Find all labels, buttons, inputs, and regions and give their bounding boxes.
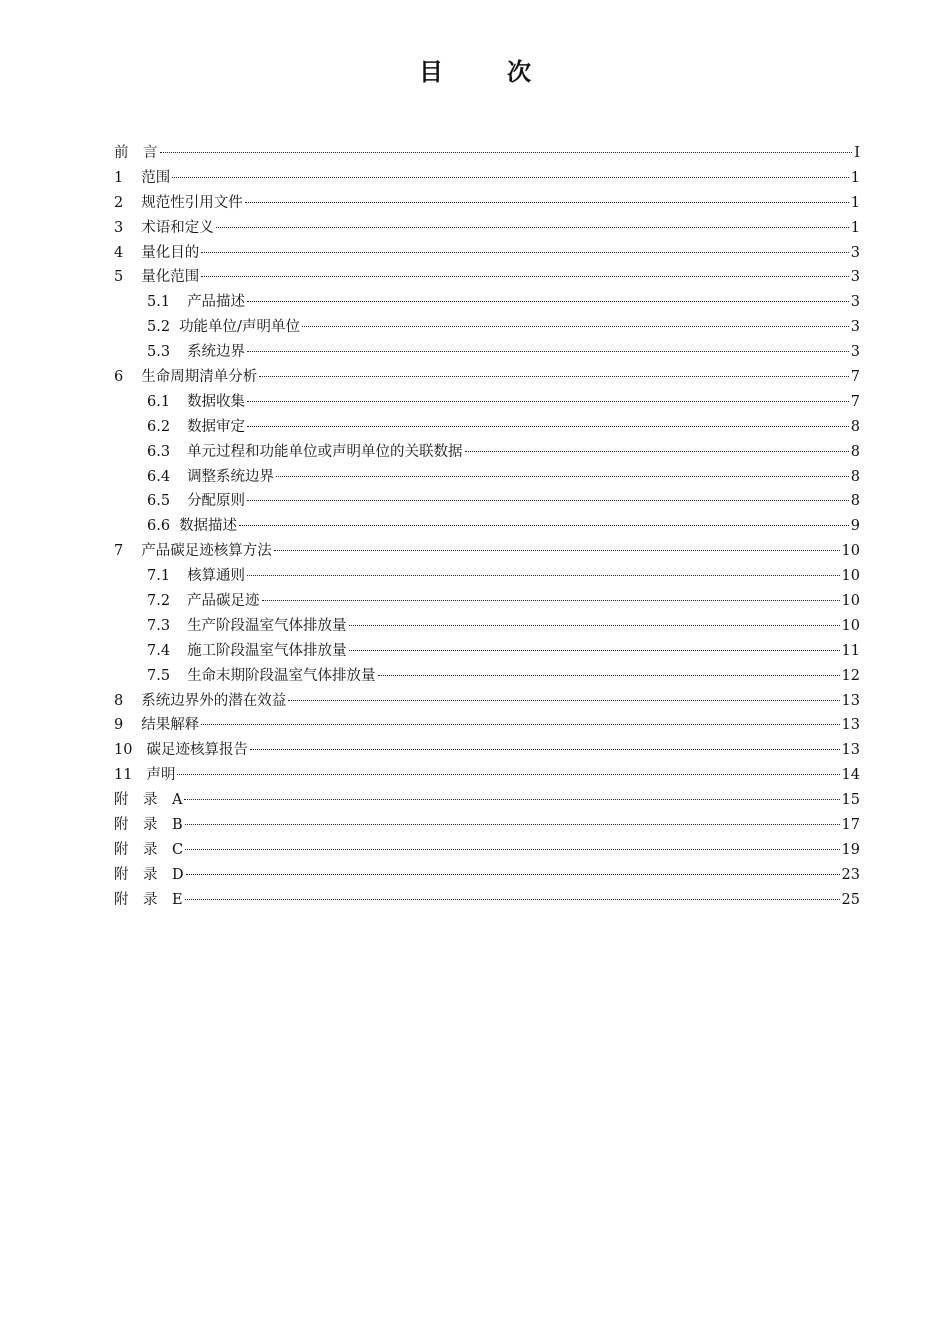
toc-entry-label: 生命周期清单分析 xyxy=(141,369,258,386)
toc-entry-number: 7.2 xyxy=(147,593,171,610)
toc-entry-label: 系统边界外的潜在效益 xyxy=(141,692,287,709)
dot-leader xyxy=(185,849,839,850)
dot-leader xyxy=(247,401,849,402)
toc-entry-number: 6.3 xyxy=(147,443,171,460)
toc-entry-page-number: 8 xyxy=(850,493,860,510)
toc-entry-number: 3 xyxy=(114,219,124,236)
toc-entry-page-number: 10 xyxy=(841,543,860,560)
toc-entry-page-number: 7 xyxy=(850,393,860,410)
toc-entry[interactable] xyxy=(114,415,860,440)
toc-entry-number: 8 xyxy=(114,692,124,709)
toc-entry[interactable] xyxy=(114,689,860,714)
toc-entry[interactable] xyxy=(114,589,860,614)
toc-entry-label: 单元过程和功能单位或声明单位的关联数据 xyxy=(187,443,463,460)
dot-leader xyxy=(465,451,849,452)
toc-entry-label: 数据审定 xyxy=(187,418,246,435)
dot-leader xyxy=(247,500,849,501)
toc-entry-page-number: 15 xyxy=(841,792,860,809)
toc-entry[interactable] xyxy=(114,614,860,639)
toc-entry-label: 附 录 C xyxy=(114,841,184,858)
table-of-contents xyxy=(114,141,860,913)
toc-entry-label: 分配原则 xyxy=(187,493,246,510)
toc-entry-label: 生命末期阶段温室气体排放量 xyxy=(187,667,376,684)
toc-entry-page-number: 13 xyxy=(841,692,860,709)
toc-entry-number: 7.5 xyxy=(147,667,171,684)
toc-entry[interactable] xyxy=(114,290,860,315)
toc-entry-page-number: 1 xyxy=(850,194,860,211)
toc-entry-page-number: I xyxy=(854,145,860,161)
toc-entry-label: 调整系统边界 xyxy=(187,468,275,485)
toc-entry-page-number: 3 xyxy=(850,244,860,261)
toc-entry-number: 5.2 xyxy=(147,319,171,336)
toc-entry-page-number: 11 xyxy=(841,642,860,659)
dot-leader xyxy=(349,625,840,626)
toc-entry-page-number: 9 xyxy=(850,518,860,535)
toc-entry-number: 6.2 xyxy=(147,418,171,435)
toc-entry-page-number: 10 xyxy=(841,593,860,610)
toc-entry[interactable] xyxy=(114,763,860,788)
toc-entry-label: 附 录 B xyxy=(114,817,183,834)
dot-leader xyxy=(201,276,849,277)
toc-entry-page-number: 14 xyxy=(841,767,860,784)
toc-entry-number: 5.3 xyxy=(147,344,171,361)
dot-leader xyxy=(259,376,849,377)
toc-entry[interactable] xyxy=(114,216,860,241)
toc-entry-number: 7.3 xyxy=(147,617,171,634)
toc-entry-number: 11 xyxy=(114,767,133,784)
toc-entry[interactable] xyxy=(114,440,860,465)
toc-entry-page-number: 25 xyxy=(841,891,860,908)
dot-leader xyxy=(185,899,840,900)
toc-entry-label: 生产阶段温室气体排放量 xyxy=(187,617,347,634)
toc-entry-label: 碳足迹核算报告 xyxy=(146,742,248,759)
toc-entry-page-number: 13 xyxy=(841,742,860,759)
toc-entry-number: 6.4 xyxy=(147,468,171,485)
toc-entry-number: 5.1 xyxy=(147,294,171,311)
toc-entry[interactable] xyxy=(114,315,860,340)
toc-entry[interactable] xyxy=(114,564,860,589)
toc-entry-page-number: 8 xyxy=(850,468,860,485)
toc-entry[interactable] xyxy=(114,191,860,216)
toc-entry[interactable] xyxy=(114,639,860,664)
toc-entry-number: 5 xyxy=(114,269,124,286)
page-title: 目 次 xyxy=(419,58,551,86)
toc-entry-label: 结果解释 xyxy=(141,717,200,734)
toc-entry[interactable] xyxy=(114,788,860,813)
toc-entry[interactable] xyxy=(114,166,860,191)
toc-entry-number: 6 xyxy=(114,369,124,386)
toc-entry-page-number: 10 xyxy=(841,617,860,634)
toc-entry-label: 范围 xyxy=(141,169,171,186)
toc-entry-page-number: 12 xyxy=(841,667,860,684)
toc-entry-label: 附 录 D xyxy=(114,866,184,883)
dot-leader xyxy=(247,301,849,302)
toc-entry-label: 数据收集 xyxy=(187,393,246,410)
toc-entry-page-number: 3 xyxy=(850,294,860,311)
toc-entry-label: 产品描述 xyxy=(187,294,246,311)
toc-entry-page-number: 3 xyxy=(850,269,860,286)
dot-leader xyxy=(201,252,849,253)
toc-entry[interactable] xyxy=(114,713,860,738)
toc-entry[interactable] xyxy=(114,365,860,390)
dot-leader xyxy=(274,550,840,551)
toc-entry[interactable] xyxy=(114,340,860,365)
toc-entry-page-number: 8 xyxy=(850,443,860,460)
toc-entry-number: 6.1 xyxy=(147,393,171,410)
toc-entry-number: 1 xyxy=(114,169,124,186)
toc-entry-label: 术语和定义 xyxy=(141,219,214,236)
dot-leader xyxy=(276,476,849,477)
toc-entry[interactable] xyxy=(114,141,860,166)
dot-leader xyxy=(177,774,839,775)
toc-entry-page-number: 3 xyxy=(850,344,860,361)
dot-leader xyxy=(186,874,840,875)
dot-leader xyxy=(247,426,849,427)
toc-entry-page-number: 8 xyxy=(850,418,860,435)
toc-entry[interactable] xyxy=(114,390,860,415)
dot-leader xyxy=(250,749,840,750)
dot-leader xyxy=(185,824,840,825)
toc-entry-label: 功能单位/声明单位 xyxy=(179,319,300,336)
dot-leader xyxy=(378,675,840,676)
toc-entry[interactable] xyxy=(114,738,860,763)
toc-entry[interactable] xyxy=(114,863,860,888)
dot-leader xyxy=(302,326,849,327)
toc-entry-page-number: 23 xyxy=(841,866,860,883)
dot-leader xyxy=(245,202,849,203)
dot-leader xyxy=(247,351,849,352)
toc-entry-label: 核算通则 xyxy=(187,568,246,585)
toc-entry-label: 数据描述 xyxy=(179,518,238,535)
toc-entry[interactable] xyxy=(114,241,860,266)
toc-entry-number: 9 xyxy=(114,717,124,734)
toc-entry[interactable] xyxy=(114,489,860,514)
toc-entry-label: 量化目的 xyxy=(141,244,200,261)
dot-leader xyxy=(216,227,849,228)
dot-leader xyxy=(288,700,839,701)
toc-entry-page-number: 13 xyxy=(841,717,860,734)
dot-leader xyxy=(201,724,839,725)
toc-entry[interactable] xyxy=(114,664,860,689)
toc-entry-label: 量化范围 xyxy=(141,269,200,286)
toc-entry-number: 7 xyxy=(114,543,124,560)
toc-entry-label: 施工阶段温室气体排放量 xyxy=(187,642,347,659)
toc-entry-label: 产品碳足迹核算方法 xyxy=(141,543,272,560)
toc-entry-number: 6.6 xyxy=(147,518,171,535)
toc-entry-page-number: 19 xyxy=(841,841,860,858)
toc-entry-page-number: 3 xyxy=(850,319,860,336)
toc-entry-label: 产品碳足迹 xyxy=(187,593,260,610)
dot-leader xyxy=(247,575,839,576)
toc-entry-number: 10 xyxy=(114,742,133,759)
toc-entry-label: 系统边界 xyxy=(187,344,246,361)
toc-entry[interactable] xyxy=(114,888,860,913)
toc-entry[interactable] xyxy=(114,813,860,838)
toc-entry-number: 7.4 xyxy=(147,642,171,659)
toc-entry-label: 声明 xyxy=(146,767,176,784)
toc-entry-number: 2 xyxy=(114,194,124,211)
toc-entry-label: 附 录 E xyxy=(114,891,183,908)
toc-entry-number: 6.5 xyxy=(147,493,171,510)
dot-leader xyxy=(262,600,840,601)
toc-entry-number: 7.1 xyxy=(147,568,171,585)
toc-entry-page-number: 17 xyxy=(841,817,860,834)
toc-entry[interactable] xyxy=(114,539,860,564)
toc-entry[interactable] xyxy=(114,465,860,490)
dot-leader xyxy=(160,152,853,153)
toc-entry-page-number: 10 xyxy=(841,568,860,585)
dot-leader xyxy=(172,177,849,178)
toc-entry-page-number: 1 xyxy=(850,169,860,186)
toc-entry-label: 前 言 xyxy=(114,145,158,161)
toc-entry-number: 4 xyxy=(114,244,124,261)
toc-entry[interactable] xyxy=(114,514,860,539)
toc-entry-label: 规范性引用文件 xyxy=(141,194,243,211)
toc-entry-page-number: 7 xyxy=(850,369,860,386)
dot-leader xyxy=(349,650,840,651)
toc-entry[interactable] xyxy=(114,838,860,863)
dot-leader xyxy=(239,525,849,526)
toc-entry[interactable] xyxy=(114,265,860,290)
toc-entry-page-number: 1 xyxy=(850,219,860,236)
dot-leader xyxy=(184,799,839,800)
toc-entry-label: 附 录 A xyxy=(114,792,183,809)
